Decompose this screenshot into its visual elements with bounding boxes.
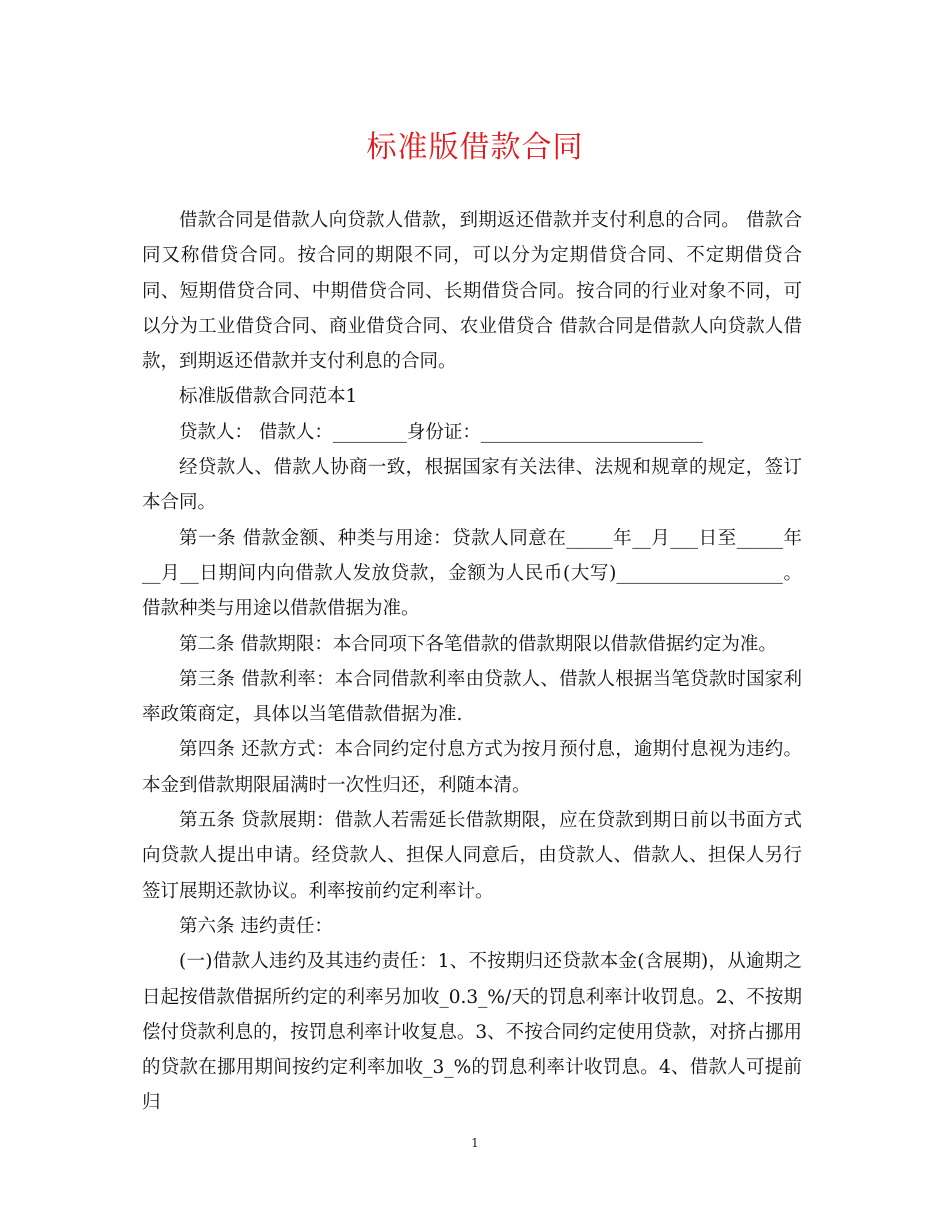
paragraph-article-6: 第六条 违约责任： (179, 915, 333, 937)
page-number: 1 (471, 1136, 479, 1150)
paragraph-intro: 借款合同是借款人向贷款人借款，到期返还借款并支付利息的合同。 借款合同又称借贷合同。按合同的期限不同，可以分为定期借贷合同、不定期借贷合同、短期借贷合同、中期借贷合同、长期借贷合同。按合同的行业对象不同，可以分为工业借贷合同、商业借贷合同、农业借贷合 借款合同是借款人向贷款人借款，到期返还借款并支付利息的合同。 (142, 210, 802, 373)
paragraph-article-6-item-1: (一)借款人违约及其违约责任：1、不按期归还贷款本金(含展期)，从逾期之日起按借款借据所约定的利率另加收_0.3_%/天的罚息利率计收罚息。2、不按期偿付贷款利息的，按罚息利率计收复息。3、不按合同约定使用贷款，对挤占挪用的贷款在挪用期间按约定利率加收_3_%的罚息利率计收罚息。4、借款人可提前归 (142, 951, 802, 1114)
paragraph-article-3: 第三条 借款利率：本合同借款利率由贷款人、借款人根据当笔贷款时国家利率政策商定，具体以当笔借款借据为准. (142, 668, 802, 726)
paragraph-agreement: 经贷款人、借款人协商一致，根据国家有关法律、法规和规章的规定，签订本合同。 (142, 457, 802, 514)
paragraph-article-5: 第五条 贷款展期：借款人若需延长借款期限，应在贷款到期日前以书面方式向贷款人提出申请。经贷款人、担保人同意后，由贷款人、借款人、担保人另行签订展期还款协议。利率按前约定利率计。 (142, 810, 802, 902)
paragraph-parties: 贷款人： 借款人：________身份证：________________________ (179, 421, 703, 443)
document-body (142, 203, 802, 1121)
paragraph-article-1: 第一条 借款金额、种类与用途：贷款人同意在_____年__月___日至_____年__月__日期间内向借款人发放贷款，金额为人民币(大写)__________________。借款种类与用途以借款借据为准。 (142, 527, 802, 620)
paragraph-article-2: 第二条 借款期限：本合同项下各笔借款的借款期限以借款借据约定为准。 (179, 633, 777, 655)
paragraph-article-4: 第四条 还款方式：本合同约定付息方式为按月预付息，逾期付息视为违约。本金到借款期限届满时一次性归还，利随本清。 (142, 739, 802, 796)
paragraph-template-heading: 标准版借款合同范本1 (179, 386, 358, 408)
document-title: 标准版借款合同 (366, 130, 584, 165)
